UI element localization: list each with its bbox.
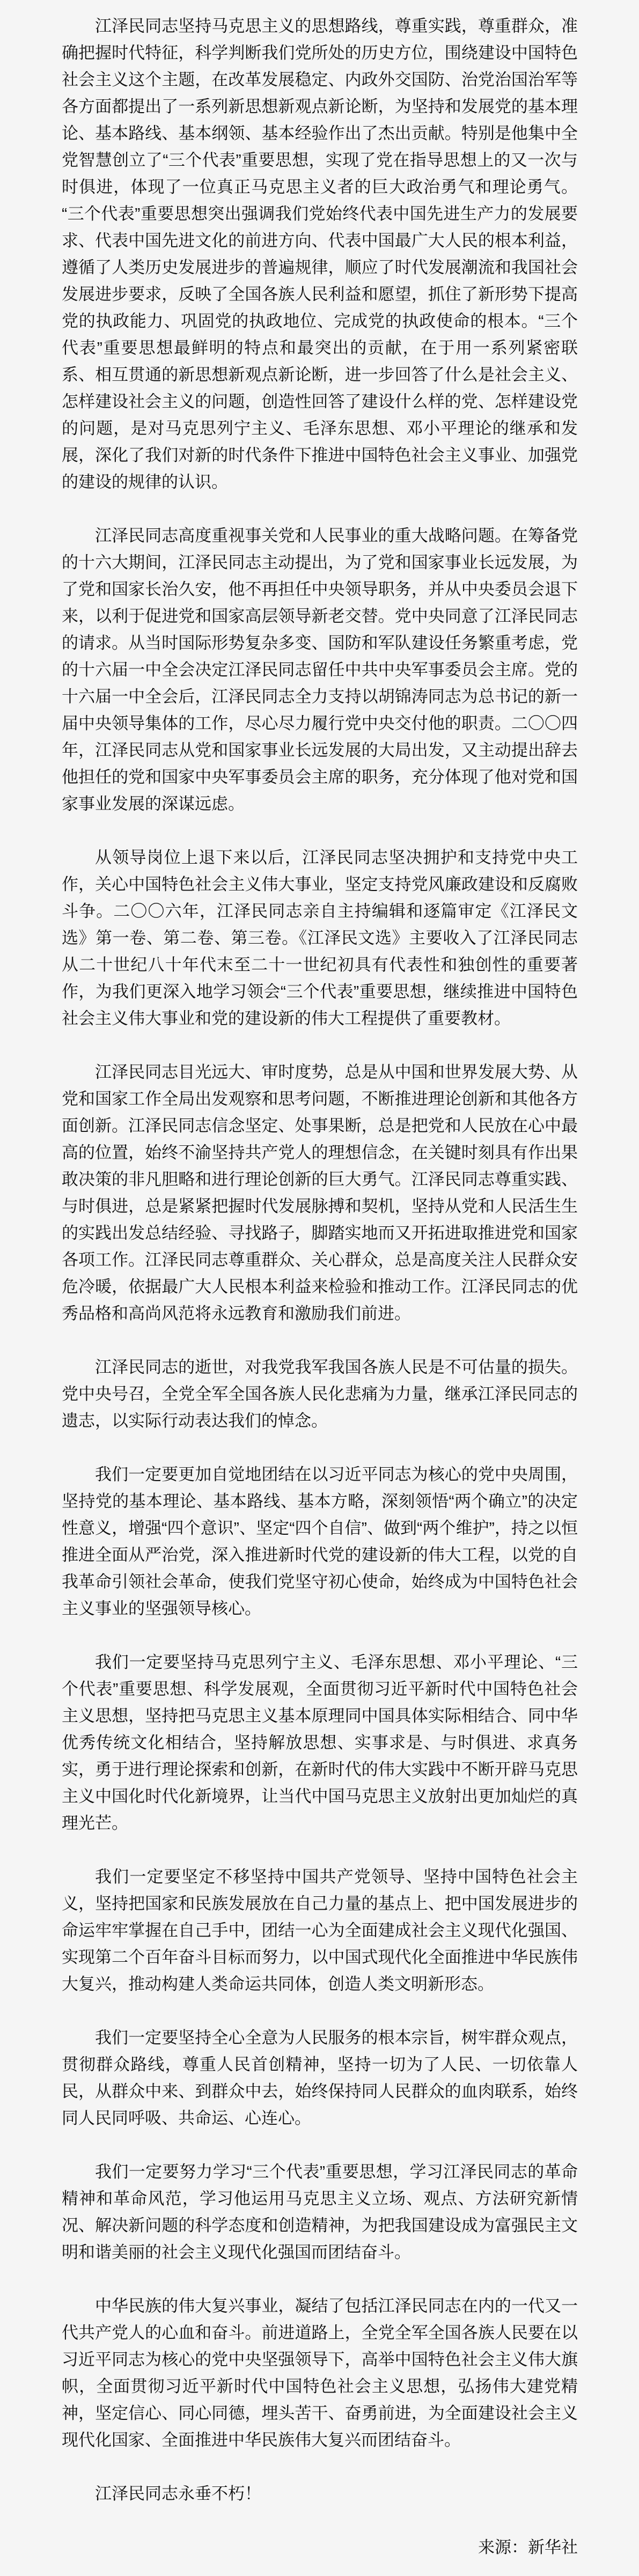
paragraph-slogan: 江泽民同志永垂不朽！ bbox=[95, 2484, 261, 2503]
paragraph: 我们一定要更加自觉地团结在以习近平同志为核心的党中央周围，坚持党的基本理论、基本路线、基本方略，深刻领悟“两个确立”的决定性意义，增强“四个意识”、坚定“四个自信”、做到“两个维护”，持之以恒推进全面从严治党，深入推进新时代党的建设新的伟大工程，以党的自我革命引领社会革命，使我们党坚守初心使命，始终成为中国特色社会主义事业的坚强领导核心。 bbox=[62, 1465, 578, 1618]
paragraph: 江泽民同志目光远大、审时度势，总是从中国和世界发展大势、从党和国家工作全局出发观察和思考问题，不断推进理论创新和其他各方面创新。江泽民同志信念坚定、处事果断，总是把党和人民放在心中最高的位置，始终不渝坚持共产党人的理想信念，在关键时刻具有作出果敢决策的非凡胆略和进行理论创新的巨大勇气。江泽民同志尊重实践、与时俱进，总是紧紧把握时代发展脉搏和契机，坚持从党和人民活生生的实践出发总结经验、寻找路子，脚踏实地而又开拓进取推进党和国家各项工作。江泽民同志尊重群众、关心群众，总是高度关注人民群众安危冷暖，依据最广大人民根本利益来检验和推动工作。江泽民同志的优秀品格和高尚风范将永远教育和激励我们前进。 bbox=[62, 1063, 578, 1323]
paragraph: 从领导岗位上退下来以后，江泽民同志坚决拥护和支持党中央工作，关心中国特色社会主义伟大事业，坚定支持党风廉政建设和反腐败斗争。二〇〇六年，江泽民同志亲自主持编辑和逐篇审定《江泽民文选》第一卷、第二卷、第三卷。《江泽民文选》主要收入了江泽民同志从二十世纪八十年代末至二十一世纪初具有代表性和独创性的重要著作，为我们更深入地学习领会“三个代表”重要思想，继续推进中国特色社会主义伟大事业和党的建设新的伟大工程提供了重要教材。 bbox=[62, 848, 578, 1028]
paragraph: 我们一定要坚持全心全意为人民服务的根本宗旨，树牢群众观点，贯彻群众路线，尊重人民首创精神，坚持一切为了人民、一切依靠人民，从群众中来、到群众中去，始终保持同人民群众的血肉联系，始终同人民同呼吸、共命运、心连心。 bbox=[62, 2028, 578, 2128]
paragraph: 江泽民同志的逝世，对我党我军我国各族人民是不可估量的损失。党中央号召，全党全军全国各族人民化悲痛为力量，继承江泽民同志的遗志，以实际行动表达我们的悼念。 bbox=[62, 1358, 578, 1430]
paragraph: 我们一定要坚持马克思列宁主义、毛泽东思想、邓小平理论、“三个代表”重要思想、科学发展观，全面贯彻习近平新时代中国特色社会主义思想，坚持把马克思主义基本原理同中国具体实际相结合、同中华优秀传统文化相结合，坚持解放思想、实事求是、与时俱进、求真务实，勇于进行理论探索和创新，在新时代的伟大实践中不断开辟马克思主义中国化时代化新境界，让当代中国马克思主义放射出更加灿烂的真理光芒。 bbox=[62, 1653, 578, 1832]
paragraph: 江泽民同志坚持马克思主义的思想路线，尊重实践，尊重群众，准确把握时代特征，科学判断我们党所处的历史方位，围绕建设中国特色社会主义这个主题，在改革发展稳定、内政外交国防、治党治国治军等各方面都提出了一系列新思想新观点新论断，为坚持和发展党的基本理论、基本路线、基本纲领、基本经验作出了杰出贡献。特别是他集中全党智慧创立了“三个代表”重要思想，实现了党在指导思想上的又一次与时俱进，体现了一位真正马克思主义者的巨大政治勇气和理论勇气。“三个代表”重要思想突出强调我们党始终代表中国先进生产力的发展要求、代表中国先进文化的前进方向、代表中国最广大人民的根本利益，遵循了人类历史发展进步的普遍规律，顺应了时代发展潮流和我国社会发展进步要求，反映了全国各族人民利益和愿望，抓住了新形势下提高党的执政能力、巩固党的执政地位、完成党的执政使命的根本。“三个代表”重要思想最鲜明的特点和最突出的贡献，在于用一系列紧密联系、相互贯通的新思想新观点新论断，进一步回答了什么是社会主义、怎样建设社会主义的问题，创造性回答了建设什么样的党、怎样建设党的问题，是对马克思列宁主义、毛泽东思想、邓小平理论的继承和发展，深化了我们对新的时代条件下推进中国特色社会主义事业、加强党的建设的规律的认识。 bbox=[62, 17, 578, 491]
paragraph: 江泽民同志高度重视事关党和人民事业的重大战略问题。在筹备党的十六大期间，江泽民同志主动提出，为了党和国家事业长远发展，为了党和国家长治久安，他不再担任中央领导职务，并从中央委员会退下来，以利于促进党和国家高层领导新老交替。党中央同意了江泽民同志的请求。从当时国际形势复杂多变、国防和军队建设任务繁重考虑，党的十六届一中全会决定江泽民同志留任中共中央军事委员会主席。党的十六届一中全会后，江泽民同志全力支持以胡锦涛同志为总书记的新一届中央领导集体的工作，尽心尽力履行党中央交付他的职责。二〇〇四年，江泽民同志从党和国家事业长远发展的大局出发，又主动提出辞去他担任的党和国家中央军事委员会主席的职务，充分体现了他对党和国家事业发展的深谋远虑。 bbox=[62, 526, 578, 813]
source-line: 来源：新华社 bbox=[478, 2538, 578, 2557]
paragraph: 中华民族的伟大复兴事业，凝结了包括江泽民同志在内的一代又一代共产党人的心血和奋斗。前进道路上，全党全军全国各族人民要在以习近平同志为核心的党中央坚强领导下，高举中国特色社会主义伟大旗帜，全面贯彻习近平新时代中国特色社会主义思想，弘扬伟大建党精神，坚定信心、同心同德，埋头苦干、奋勇前进，为全面建设社会主义现代化国家、全面推进中华民族伟大复兴而团结奋斗。 bbox=[62, 2297, 578, 2449]
paragraph: 我们一定要坚定不移坚持中国共产党领导、坚持中国特色社会主义，坚持把国家和民族发展放在自己力量的基点上、把中国发展进步的命运牢牢掌握在自己手中，团结一心为全面建成社会主义现代化强国、实现第二个百年奋斗目标而努力，以中国式现代化全面推进中华民族伟大复兴，推动构建人类命运共同体，创造人类文明新形态。 bbox=[62, 1867, 578, 1993]
paragraph: 我们一定要努力学习“三个代表”重要思想，学习江泽民同志的革命精神和革命风范，学习他运用马克思主义立场、观点、方法研究新情况、解决新问题的科学态度和创造精神，为把我国建设成为富强民主文明和谐美丽的社会主义现代化强国而团结奋斗。 bbox=[62, 2162, 578, 2262]
